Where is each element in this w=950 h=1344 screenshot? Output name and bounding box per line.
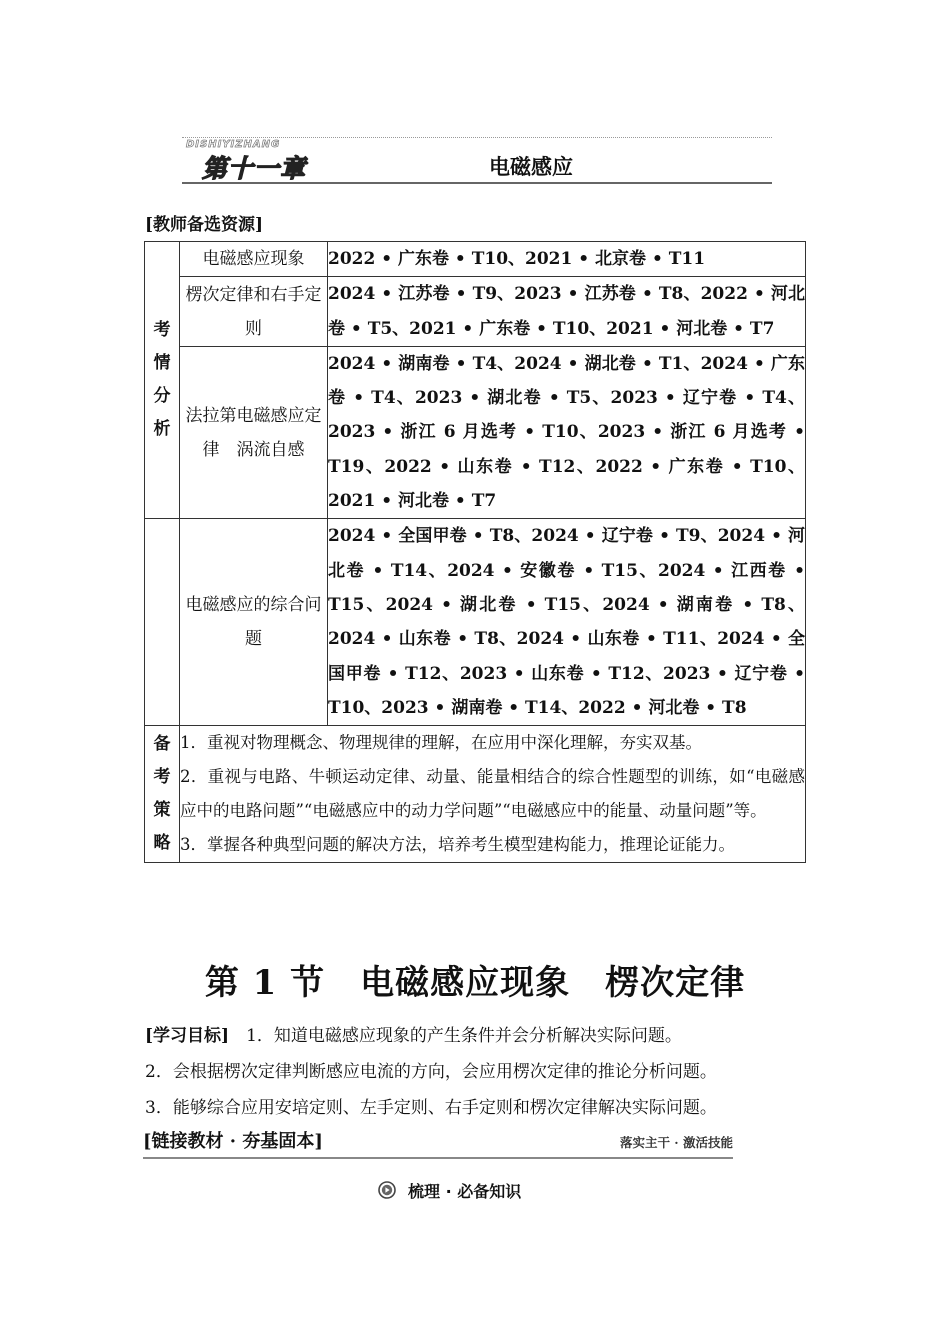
source-cell: 2024 • 湖南卷 • T4、2024 • 湖北卷 • T1、2024 • 广东卷 • T4、2023 • 湖北卷 • T5、2023 • 辽宁卷 • T4、2023 • 浙江 6 月选考 • T10、2023 • 浙江 6 月选考 • T19、2022 • 山东卷 • T12、2022 • 广东卷 • T10、2021 • 河北卷 • T7 (328, 346, 806, 518)
chapter-title: 电磁感应 (489, 154, 573, 179)
play-circle-icon (378, 1181, 396, 1199)
goals-label: [学习目标] (145, 1026, 230, 1046)
section-title: 第 1 节 电磁感应现象 楞次定律 (204, 963, 746, 1003)
learning-goals (145, 1018, 805, 1126)
analysis-label: 考 情 分 析 (145, 242, 180, 519)
goal-item: 3．能够综合应用安培定则、左手定则、右手定则和楞次定律解决实际问题。 (145, 1098, 717, 1118)
table-row (145, 726, 806, 863)
chapter-header (182, 135, 772, 185)
source-cell: 2024 • 江苏卷 • T9、2023 • 江苏卷 • T8、2022 • 河北卷 • T5、2021 • 广东卷 • T10、2021 • 河北卷 • T7 (328, 277, 806, 347)
chapter-number: 第十一章 (202, 154, 307, 183)
source-cell: 2024 • 全国甲卷 • T8、2024 • 辽宁卷 • T9、2024 • 河北卷 • T14、2024 • 安徽卷 • T15、2024 • 江西卷 • T15、2024 • 湖北卷 • T15、2024 • 湖南卷 • T8、2024 • 山东卷 • T8、2024 • 山东卷 • T11、2024 • 全国甲卷 • T12、2023 • 山东卷 • T12、2023 • 辽宁卷 • T10、2023 • 湖南卷 • T14、2022 • 河北卷 • T8 (328, 519, 806, 726)
strategy-cell (180, 726, 806, 863)
table-row (145, 277, 806, 347)
link-bar-subtitle: 落实主干 · 激活技能 (619, 1135, 733, 1150)
topic-cell: 电磁感应现象 (180, 242, 328, 277)
strategy-item: 1．重视对物理概念、物理规律的理解，在应用中深化理解，夯实双基。 (180, 733, 702, 753)
topic-cell: 楞次定律和右手定则 (180, 277, 328, 347)
exam-overview-table (144, 241, 806, 863)
link-bar-title: [链接教材 · 夯基固本] (143, 1131, 323, 1152)
table-row (145, 519, 806, 726)
table-row (145, 242, 806, 277)
strategy-label: 备 考 策 略 (145, 726, 180, 863)
link-bar (143, 1127, 733, 1159)
header-top-rule (182, 137, 772, 138)
strategy-item: 2．重视与电路、牛顿运动定律、动量、能量相结合的综合性题型的训练，如“电磁感应中的电路问题”“电磁感应中的动力学问题”“电磁感应中的能量、动量问题”等。 (180, 767, 805, 821)
goal-item: 2．会根据楞次定律判断感应电流的方向，会应用楞次定律的推论分析问题。 (145, 1062, 717, 1082)
chapter-pinyin: DISHIYIZHANG (186, 139, 281, 150)
table-row (145, 346, 806, 518)
topic-cell: 电磁感应的综合问题 (180, 519, 328, 726)
goal-item: 1．知道电磁感应现象的产生条件并会分析解决实际问题。 (246, 1026, 682, 1046)
resource-label: [教师备选资源] (145, 215, 264, 235)
source-cell: 2022 • 广东卷 • T10、2021 • 北京卷 • T11 (328, 242, 806, 277)
analysis-label-continued (145, 519, 180, 726)
topic-cell: 法拉第电磁感应定律 涡流自感 (180, 346, 328, 518)
header-bottom-rule (182, 182, 772, 184)
sub-heading-text: 梳理 · 必备知识 (408, 1182, 522, 1201)
strategy-item: 3．掌握各种典型问题的解决方法，培养考生模型建构能力，推理论证能力。 (180, 835, 735, 855)
